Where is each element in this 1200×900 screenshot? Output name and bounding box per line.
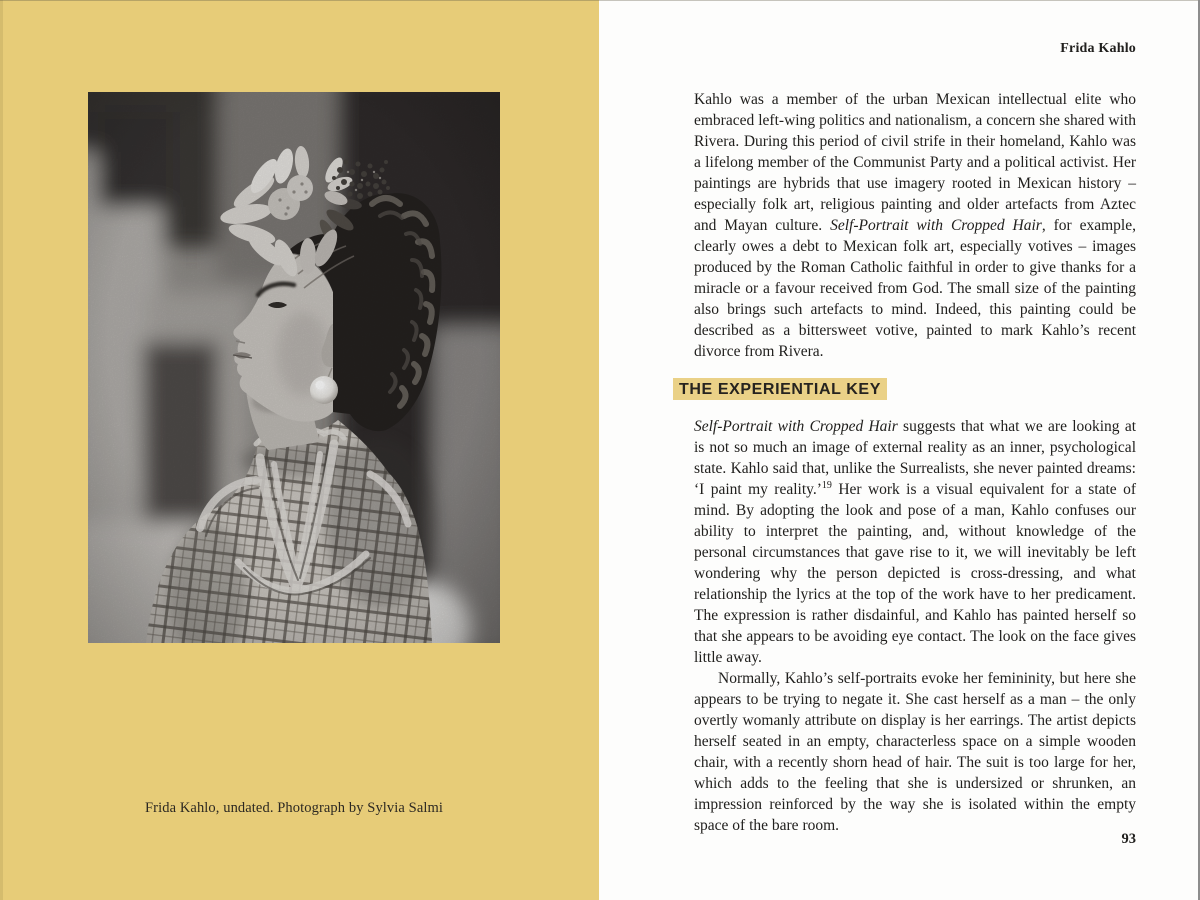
left-page <box>0 0 599 900</box>
section-heading-highlight: THE EXPERIENTIAL KEY <box>673 378 887 400</box>
page-top-edge <box>0 0 1200 1</box>
body-text <box>679 89 1137 836</box>
body-paragraph-3: Normally, Kahlo’s self-portraits evoke her femininity, but here she appears to be trying to negate it. She cast herself as a man – the only overtly womanly attribute on display is her earrings. The artist depicts herself seated in an empty, characterless space on a simple wooden chair, with a recently shorn head of hair. The suit is too large for her, which adds to the feeling that she is undersized or shrunken, an impression reinforced by the way she is isolated within the empty space of the bare room. <box>694 670 1136 834</box>
page-number: 93 <box>1121 831 1136 847</box>
frida-photo-illustration <box>88 92 500 643</box>
section-heading <box>673 378 1136 402</box>
photo-figure <box>88 92 500 643</box>
right-page <box>599 0 1200 900</box>
running-head: Frida Kahlo <box>1060 41 1136 56</box>
photo-caption: Frida Kahlo, undated. Photograph by Sylvia Salmi <box>145 800 443 816</box>
body-paragraph-2: Self-Portrait with Cropped Hair suggests that what we are looking at is not so much an image of external reality as an inner, psychological state. Kahlo said that, unlike the Surrealists, she never painted dreams: ‘I paint my reality.’$^{19}$ Her work is a visual equivalent for a state of mind. By adopting the look and pose of a man, Kahlo confuses our ability to interpret the painting, and, without knowledge of the personal circumstances that gave rise to it, we will inevitably be left wondering why the person depicted is cross-dressing, and what relationship the lyrics at the top of the work have to her predicament. The expression is rather disdainful, and Kahlo has painted herself so that she appears to be avoiding eye contact. The look on the face gives little away. <box>694 418 1137 666</box>
body-paragraph-1: Kahlo was a member of the urban Mexican intellectual elite who embraced left-wing politics and nationalism, a concern she shared with Rivera. During this period of civil strife in their homeland, Kahlo was a lifelong member of the Communist Party and a political activist. Her paintings are hybrids that use imagery rooted in Mexican history – especially folk art, religious painting and older artefacts from Aztec and Mayan culture. Self-Portrait with Cropped Hair, for example, clearly owes a debt to Mexican folk art, especially votives – images produced by the Roman Catholic faithful in order to give thanks for a miracle or a favour received from God. The small size of the painting also brings such artefacts to mind. Indeed, this painting could be described as a bittersweet votive, painted to mark Kahlo’s recent divorce from Rivera. <box>694 91 1136 360</box>
